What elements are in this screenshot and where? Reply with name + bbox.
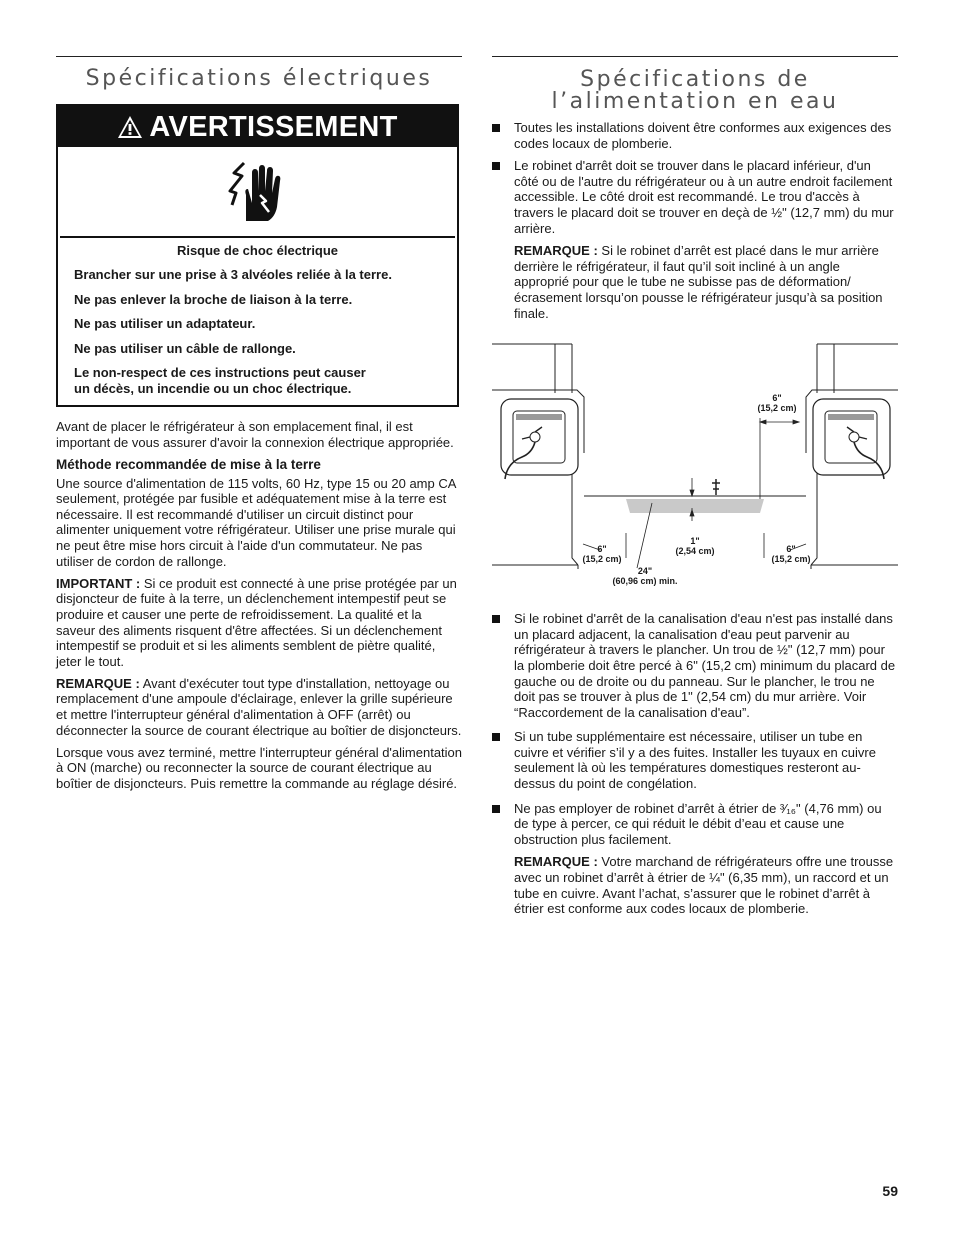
- bullet-item: Si le robinet d'arrêt de la canalisation d'eau n'est pas installé dans un placard adjacent, la canalisation d'eau peut parvenir au réfrigérateur à travers le plancher. Un trou de ½" (12,7 mm) pour la plomberie doit être percé à 6" (15,2 cm) minimum du placard de gauche ou de droite ou du panneau. Sur le plancher, le trou ne doit pas se trouver à plus de 1" (2,54 cm) du mur arrière. Voir “Raccordement de la canalisation d'eau”.: [492, 611, 898, 720]
- electrical-heading: Spécifications électriques: [85, 66, 433, 91]
- water-supply-heading: Spécifications de l’alimentation en eau: [551, 67, 839, 114]
- warning-header: [58, 106, 457, 147]
- note-paragraph: [492, 854, 898, 916]
- dim-label-bottom-right: 6" (15,2 cm): [771, 544, 811, 565]
- warning-line-risk: Risque de choc électrique: [176, 243, 339, 258]
- left-shutoff-box: [501, 399, 578, 479]
- intro-paragraph: Avant de placer le réfrigérateur à son emplacement final, il est important de vous assurer d'avoir la connexion électrique appropriée.: [56, 419, 454, 450]
- warning-line: Ne pas utiliser un adaptateur.: [74, 316, 256, 331]
- grounding-paragraph: Une source d'alimentation de 115 volts, 60 Hz, type 15 ou 20 amp CA seulement, protégée par fusible et adéquatement mise à la terre est nécessaire. Il est recommandé d'utiliser un circuit distinct pour alimenter uniquement votre réfrigérateur. Utiliser une prise murale qui ne peut être mise hors circuit à l'aide d'un commutateur. Ne pas utiliser de cordon de rallonge.: [56, 475, 456, 569]
- electrical-body: [56, 419, 462, 791]
- section-rule: [492, 56, 898, 57]
- warning-line: Ne pas utiliser un câble de rallonge.: [74, 340, 296, 356]
- note-text: Si le robinet d’arrêt est placé dans le mur arrière derrière le réfrigérateur, il faut qu’il soit incliné à un angle approprié pour que le tube ne subisse pas de déformation/écrasement lorsqu’on pousse le réfrigérateur jusqu’à sa position finale.: [514, 243, 883, 321]
- note-label: REMARQUE :: [514, 243, 598, 259]
- note-label: REMARQUE :: [56, 675, 140, 691]
- bullet-item: Si un tube supplémentaire est nécessaire, utiliser un tube en cuivre et vérifier s’il y a des fuites. Installer les tuyaux en cuivre seulement là où les températures domestiques resteront au-dessus du point de congélation.: [492, 729, 898, 791]
- note-label: REMARQUE :: [514, 854, 598, 870]
- important-label: IMPORTANT :: [56, 575, 141, 591]
- important-paragraph: [56, 576, 462, 670]
- dim-label-width: 24" (60,96 cm) min.: [612, 566, 678, 587]
- note-paragraph: [492, 243, 898, 321]
- warning-line: Le non-respect de ces instructions peut causer un décès, un incendie ou un choc électrique.: [74, 365, 366, 396]
- warning-line: Ne pas enlever la broche de liaison à la terre.: [74, 291, 353, 307]
- water-line-diagram: [492, 333, 898, 595]
- bullet-item: Toutes les installations doivent être conformes aux exigences des codes locaux de plomberie.: [492, 120, 898, 151]
- electric-shock-hand-icon: [222, 159, 288, 225]
- note-text: Votre marchand de réfrigérateurs offre une trousse avec un robinet d’arrêt à étrier de ¼" (6,35 mm), un raccord et un tube en cuivre. Avant l’achat, s’assurer que le robinet d’arrêt à étrier est conforme aux codes locaux de plomberie.: [514, 854, 894, 917]
- water-supply-column: [492, 56, 898, 925]
- water-bullets-top: [492, 120, 898, 236]
- note-paragraph: [56, 676, 462, 738]
- bullet-item: Ne pas employer de robinet d’arrêt à étrier de ³⁄₁₆" (4,76 mm) ou de type à percer, ce qui réduit le débit d’eau et cause une obstruction plus facilement.: [492, 801, 898, 848]
- page-number: 59: [882, 1183, 898, 1199]
- grounding-heading: Méthode recommandée de mise à la terre: [56, 456, 321, 472]
- warning-box: [56, 104, 459, 407]
- shock-hazard-panel: [60, 147, 455, 238]
- electrical-column: [56, 56, 462, 798]
- important-text: Si ce produit est connecté à une prise protégée par un disjoncteur de fuite à la terre, un déclenchement intempestif peut se produire et causer une perte de refroidissement. La qualité et la saveur des aliments risquent d'être affectées. Si un déclenchement intempestif se produit et si les aliments semblent de piètre qualité, jeter le tout.: [56, 575, 457, 669]
- dim-label-top-right: 6" (15,2 cm): [757, 393, 797, 414]
- note-text: Avant d'exécuter tout type d'installation, nettoyage ou remplacement d'une ampoule d'éclairage, enlever la grille supérieure et mettre l'interrupteur général d'alimentation à OFF (arrêt) ou déconnecter la source de courant électrique au boîtier de disjoncteurs.: [56, 675, 462, 738]
- section-rule: [56, 56, 462, 57]
- warning-line: Brancher sur une prise à 3 alvéoles reliée à la terre.: [74, 267, 392, 282]
- warning-text: [58, 238, 457, 405]
- dim-label-center: 1" (2,54 cm): [675, 536, 715, 557]
- water-bullets-bottom: [492, 611, 898, 847]
- warning-triangle-icon: [117, 115, 143, 139]
- closing-paragraph: Lorsque vous avez terminé, mettre l'interrupteur général d'alimentation à ON (marche) ou reconnecter la source de courant électrique au boîtier de disjoncteurs. Puis remettre la commande au réglage désiré.: [56, 744, 463, 791]
- right-shutoff-box: [813, 399, 890, 479]
- bullet-item: Le robinet d'arrêt doit se trouver dans le placard inférieur, d'un côté ou de l'autre du réfrigérateur ou à un autre endroit facilement accessible. Le côté droit est recommandé. Le trou d'accès à travers le placard doit se trouver en deçà de ½" (12,7 mm) du mur arrière.: [492, 158, 898, 236]
- dim-label-bottom-left: 6" (15,2 cm): [582, 544, 622, 565]
- warning-title: AVERTISSEMENT: [149, 111, 398, 143]
